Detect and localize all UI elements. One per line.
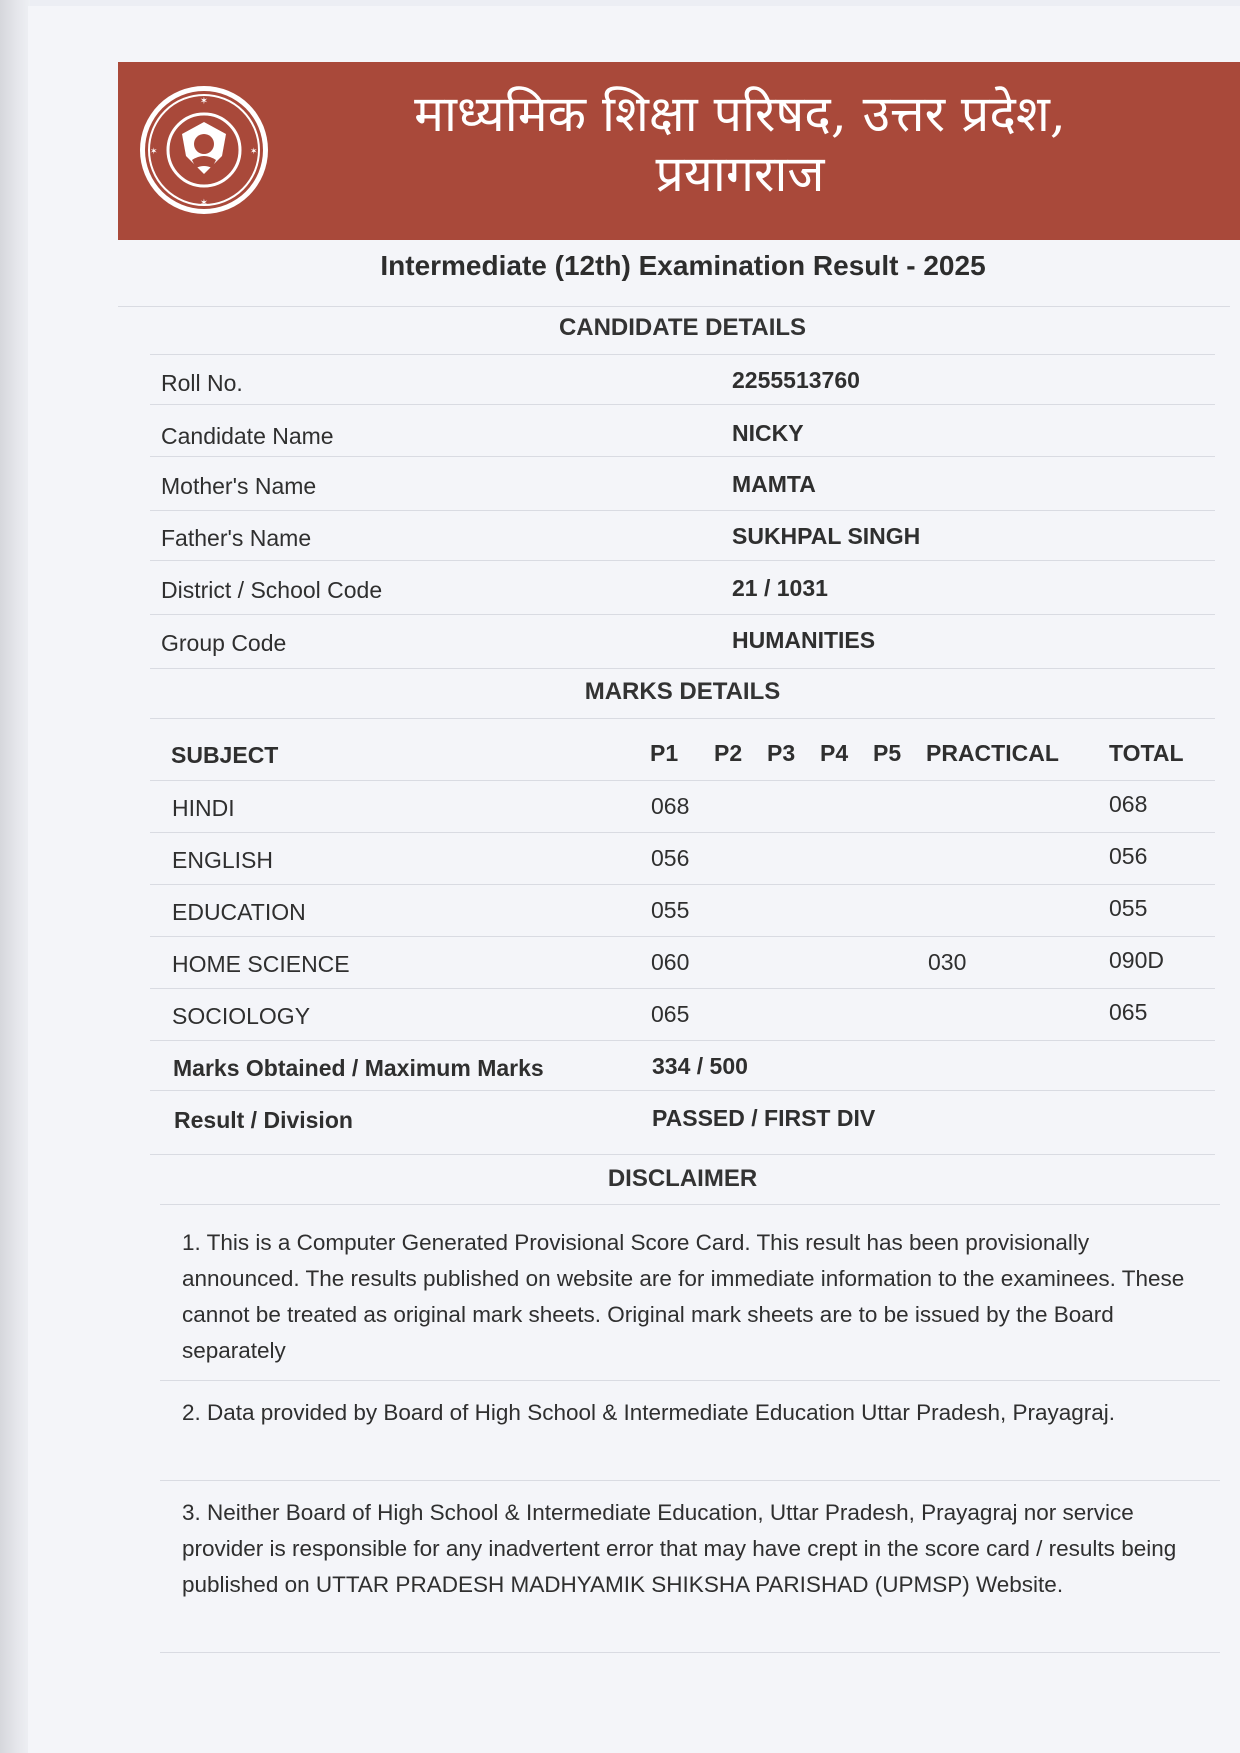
col-p2: P2 [714,740,743,766]
row-value: NICKY [732,420,804,446]
row-value: 2255513760 [732,367,860,393]
divider [118,306,1230,307]
divider [150,936,1215,937]
exam-title: Intermediate (12th) Examination Result - 2025 [380,250,986,281]
subject-cell: ENGLISH [172,847,273,873]
row-label: Father's Name [161,525,312,551]
total-cell: 068 [1109,791,1148,817]
marks-obtained-value: 334 / 500 [652,1053,748,1079]
svg-text:✶: ✶ [150,147,158,157]
marks-details-heading: MARKS DETAILS [584,678,781,705]
divider [150,354,1215,355]
marks-obtained-label: Marks Obtained / Maximum Marks [173,1055,544,1081]
total-cell: 090D [1109,947,1164,973]
col-p5: P5 [873,740,902,766]
subject-cell: SOCIOLOGY [172,1003,311,1029]
p1-cell: 065 [651,1001,690,1027]
divider [160,1480,1220,1481]
subject-cell: HINDI [172,795,235,821]
col-p1: P1 [650,740,679,766]
col-total: TOTAL [1109,740,1184,766]
board-name-line1: माध्यमिक शिक्षा परिषद, उत्तर प्रदेश, [414,85,1066,143]
divider [160,1204,1220,1205]
total-cell: 065 [1109,999,1148,1025]
divider [150,1040,1215,1041]
divider [150,718,1215,719]
p1-cell: 060 [651,949,690,975]
total-cell: 056 [1109,843,1148,869]
disclaimer-item: 3. Neither Board of High School & Intermediate Education, Uttar Pradesh, Prayagraj nor service provider is responsible for any inadvertent error that may have crept in the score card / results being published on UTTAR PRADESH MADHYAMIK SHIKSHA PARISHAD (UPMSP) Website. [182,1500,1177,1597]
divider [160,1380,1220,1381]
total-cell: 055 [1109,895,1148,921]
row-label: Roll No. [161,370,243,396]
divider [150,668,1215,669]
divider [150,560,1215,561]
col-subject: SUBJECT [171,742,279,768]
row-value: MAMTA [732,471,816,497]
col-practical: PRACTICAL [926,740,1059,766]
divider [150,1090,1215,1091]
up-government-seal-icon [136,82,272,218]
divider [150,832,1215,833]
p1-cell: 068 [651,793,690,819]
subject-cell: EDUCATION [172,899,306,925]
disclaimer-item: 2. Data provided by Board of High School & Intermediate Education Uttar Pradesh, Prayagraj. [182,1400,1116,1425]
row-label: District / School Code [161,577,383,603]
divider [160,1652,1220,1653]
subject-cell: HOME SCIENCE [172,951,350,977]
row-value: SUKHPAL SINGH [732,523,921,549]
p1-cell: 056 [651,845,690,871]
svg-text:✶: ✶ [250,147,258,157]
divider [150,780,1215,781]
divider [150,404,1215,405]
svg-text:✶: ✶ [199,198,209,209]
divider [150,1154,1215,1155]
result-label: Result / Division [174,1107,353,1133]
practical-cell: 030 [928,949,967,975]
row-label: Group Code [161,630,287,656]
page-edge-shadow [0,0,30,1753]
col-p4: P4 [820,740,849,766]
row-value: 21 / 1031 [732,575,828,601]
board-name-hindi [300,84,1180,204]
p1-cell: 055 [651,897,690,923]
divider [150,884,1215,885]
divider [150,456,1215,457]
board-name-line2: प्रयागराज [655,145,825,203]
col-p3: P3 [767,740,796,766]
disclaimer-heading: DISCLAIMER [607,1165,758,1192]
divider [150,614,1215,615]
disclaimer-item: 1. This is a Computer Generated Provisional Score Card. This result has been provisionally announced. The results published on website are for immediate information to the examinees. These cannot be treated as original mark sheets. Original mark sheets are to be issued by the Board separately [182,1230,1185,1363]
divider [150,510,1215,511]
row-label: Mother's Name [161,473,317,499]
row-label: Candidate Name [161,423,334,449]
result-value: PASSED / FIRST DIV [652,1105,876,1131]
candidate-details-heading: CANDIDATE DETAILS [558,314,807,341]
row-value: HUMANITIES [732,627,876,653]
svg-text:✶: ✶ [199,96,209,107]
divider [150,988,1215,989]
